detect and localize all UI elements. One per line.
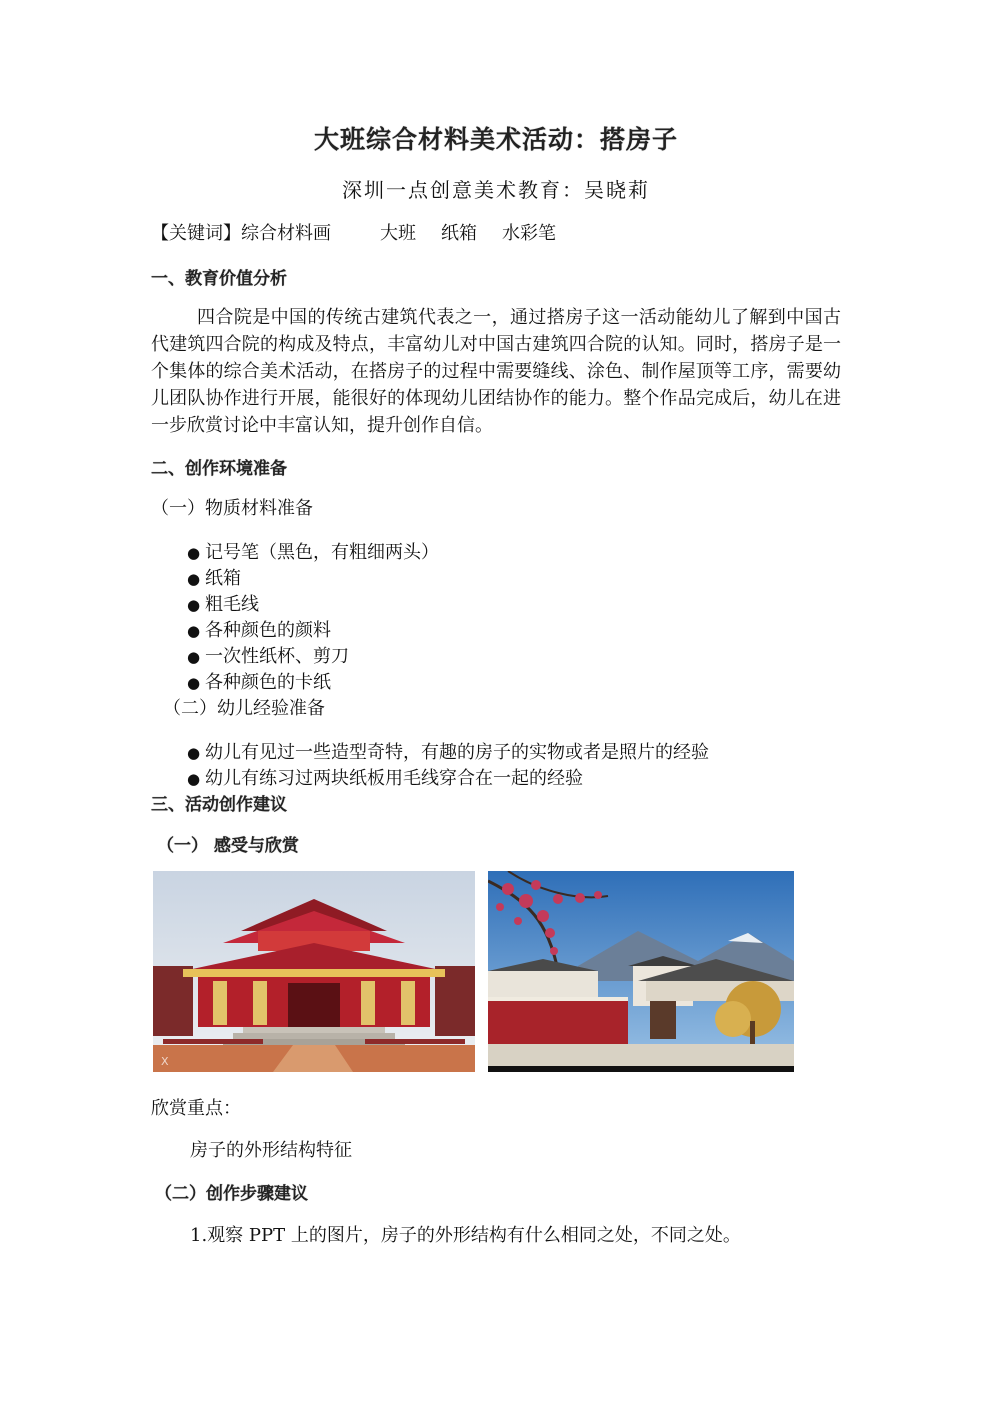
document-subtitle: 深圳一点创意美术教育：吴晓莉 [342, 178, 650, 202]
list-item: ● 纸箱 [187, 568, 241, 589]
bullet-icon: ● [187, 622, 201, 640]
keyword-item: 水彩笔 [502, 223, 556, 244]
keyword-item: 大班 [380, 223, 416, 244]
paragraph-text: 四合院是中国的传统古建筑代表之一，通过搭房子这一活动能幼儿了解到中国古代建筑四合院的构成及特点，丰富幼儿对中国古建筑四合院的认知。同时，搭房子是一个集体的综合美术活动，在搭房子的过程中需要缝线、涂色、制作屋顶等工序，需要幼儿团队协作进行开展，能很好的体现幼儿团结协作的能力。整个作品完成后，幼儿在进一步欣赏讨论中丰富认知，提升创作自信。 [151, 307, 841, 436]
bullet-icon: ● [187, 770, 201, 788]
document-title: 大班综合材料美术活动：搭房子 [313, 125, 678, 154]
step-item: 1.观察 PPT 上的图片，房子的外形结构有什么相同之处，不同之处。 [190, 1225, 741, 1246]
bullet-icon: ● [187, 744, 201, 762]
courtyard-photo [488, 871, 794, 1072]
keywords-label: 【关键词】综合材料画 [151, 223, 331, 244]
bullet-icon: ● [187, 648, 201, 666]
subsection-heading: （一）物质材料准备 [151, 498, 313, 519]
subsection-heading: （一） 感受与欣赏 [157, 836, 299, 856]
temple-illustration [153, 871, 475, 1072]
section-heading: 一、教育价值分析 [151, 269, 287, 289]
bullet-icon: ● [187, 570, 201, 588]
section-heading: 三、活动创作建议 [151, 795, 287, 815]
section-paragraph [151, 304, 841, 439]
list-item: ● 幼儿有练习过两块纸板用毛线穿合在一起的经验 [187, 768, 583, 789]
appreciation-point: 房子的外形结构特征 [190, 1140, 352, 1161]
list-item: ● 粗毛线 [187, 594, 259, 615]
temple-photo [153, 871, 475, 1072]
bullet-icon: ● [187, 596, 201, 614]
list-item: ● 一次性纸杯、剪刀 [187, 646, 349, 667]
section-heading: 二、创作环境准备 [151, 459, 287, 479]
keyword-item: 纸箱 [441, 223, 477, 244]
bullet-icon: ● [187, 544, 201, 562]
subsection-heading: （二）幼儿经验准备 [163, 698, 325, 719]
list-item: ● 记号笔（黑色，有粗细两头） [187, 542, 439, 563]
bullet-icon: ● [187, 674, 201, 692]
list-item: ● 幼儿有见过一些造型奇特，有趣的房子的实物或者是照片的经验 [187, 742, 709, 763]
list-item: ● 各种颜色的颜料 [187, 620, 331, 641]
appreciation-label: 欣赏重点： [151, 1098, 241, 1119]
courtyard-illustration [488, 871, 794, 1072]
list-item: ● 各种颜色的卡纸 [187, 672, 331, 693]
svg-text:X: X [161, 1055, 169, 1068]
subsection-heading: （二）创作步骤建议 [155, 1184, 308, 1204]
